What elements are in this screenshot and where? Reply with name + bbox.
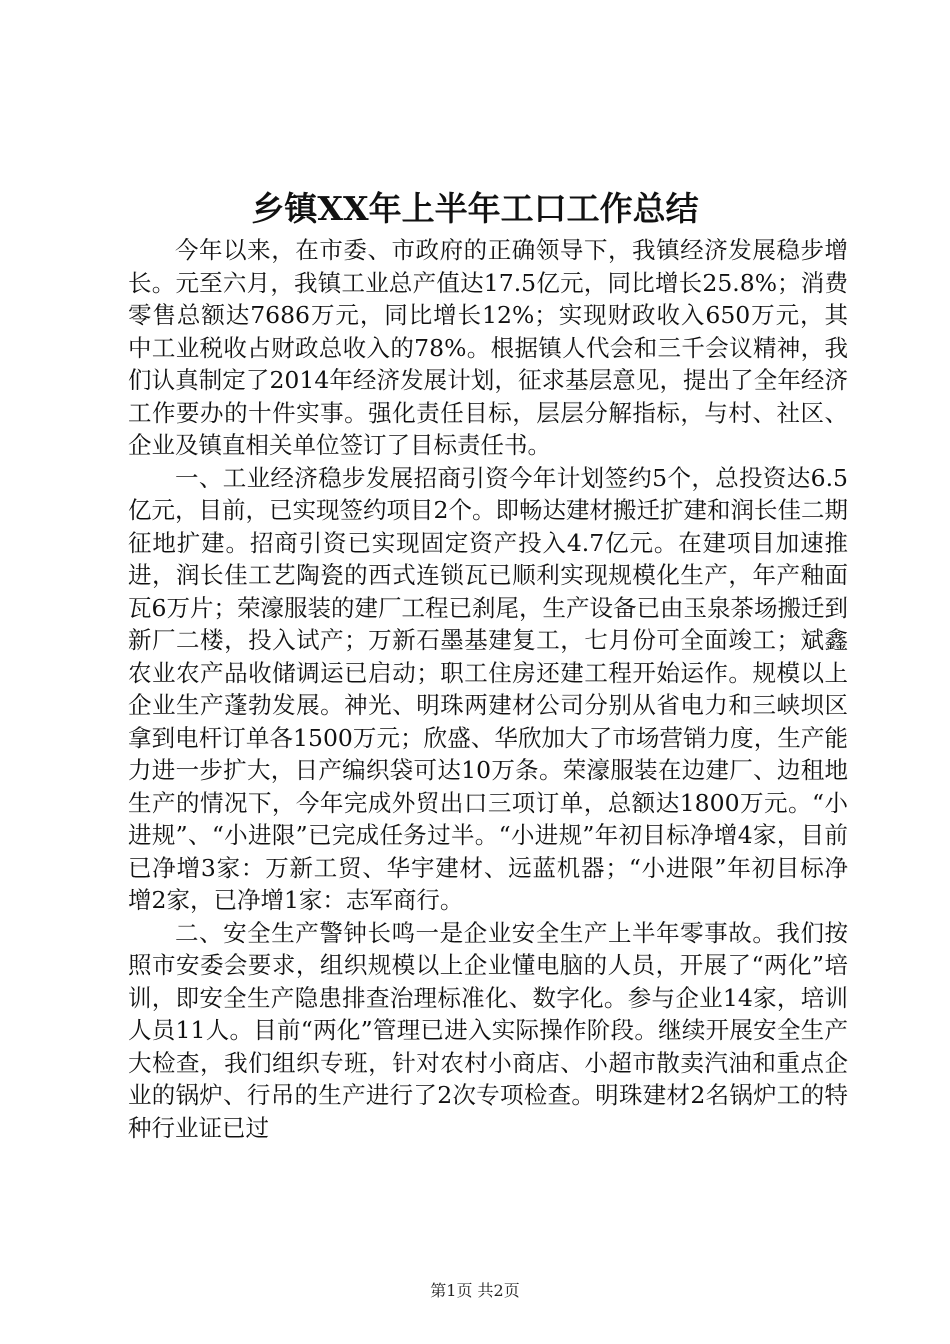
paragraph-industrial-economy: 一、工业经济稳步发展招商引资今年计划签约5个，总投资达6.5亿元，目前，已实现签约项目2个。即畅达建材搬迁扩建和润长佳二期征地扩建。招商引资已实现固定资产投入4.7亿元。在建项目加速推进，润长佳工艺陶瓷的西式连锁瓦已顺利实现规模化生产，年产釉面瓦6万片；荣濠服装的建厂工程已刹尾，生产设备已由玉泉茶场搬迁到新厂二楼，投入试产；万新石墨基建复工，七月份可全面竣工；斌鑫农业农产品收储调运已启动；职工住房还建工程开始运作。规模以上企业生产蓬勃发展。神光、明珠两建材公司分别从省电力和三峡坝区拿到电杆订单各1500万元；欣盛、华欣加大了市场营销力度，生产能力进一步扩大，日产编织袋可达10万条。荣濠服装在边建厂、边租地生产的情况下，今年完成外贸出口三项订单，总额达1800万元。“小进规”、“小进限”已完成任务过半。“小进规”年初目标净增4家，目前已净增3家：万新工贸、华宇建材、远蓝机器；“小进限”年初目标净增2家，已净增1家：志军商行。	[128, 463, 848, 914]
document-title: 乡镇XX年上半年工口工作总结	[251, 189, 699, 228]
page-number-footer: 第1页 共2页	[430, 1281, 520, 1300]
paragraph-safety-production: 二、安全生产警钟长鸣一是企业安全生产上半年零事故。我们按照市安委会要求，组织规模以上企业懂电脑的人员，开展了“两化”培训，即安全生产隐患排查治理标准化、数字化。参与企业14家，培训人员11人。目前“两化”管理已进入实际操作阶段。继续开展安全生产大检查，我们组织专班，针对农村小商店、小超市散卖汽油和重点企业的锅炉、行吊的生产进行了2次专项检查。明珠建材2名锅炉工的特种行业证已过	[128, 918, 848, 1142]
paragraph-intro: 今年以来，在市委、市政府的正确领导下，我镇经济发展稳步增长。元至六月，我镇工业总产值达17.5亿元，同比增长25.8%；消费零售总额达7686万元，同比增长12%；实现财政收入650万元，其中工业税收占财政总收入的78%。根据镇人代会和三千会议精神，我们认真制定了2014年经济发展计划，征求基层意见，提出了全年经济工作要办的十件实事。强化责任目标，层层分解指标，与村、社区、企业及镇直相关单位签订了目标责任书。	[128, 236, 848, 459]
document-body	[128, 234, 848, 1144]
